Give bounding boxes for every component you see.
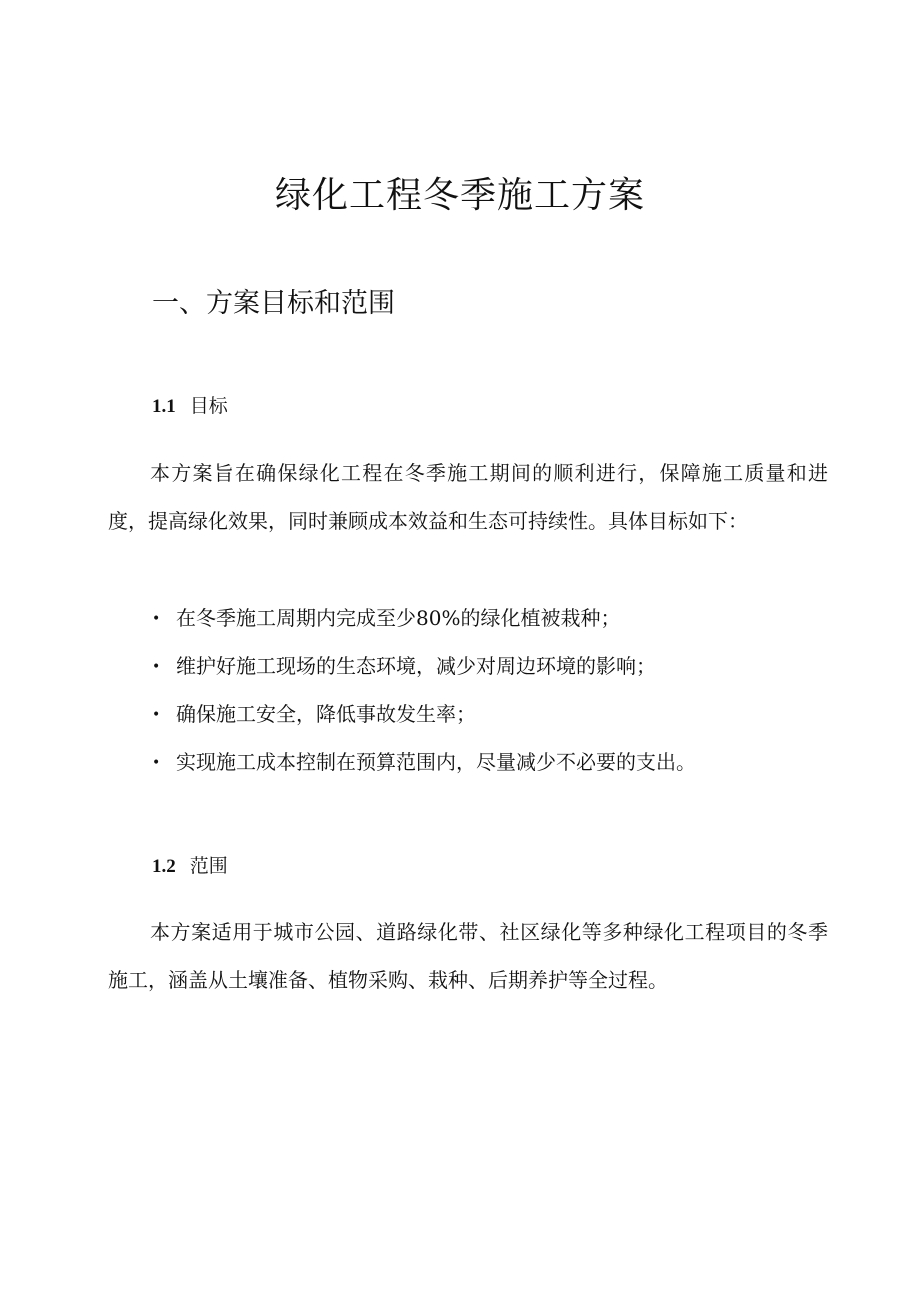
- list-item-text: 实现施工成本控制在预算范围内，尽量减少不必要的支出。: [176, 750, 696, 774]
- list-item-text: 维护好施工现场的生态环境，减少对周边环境的影响；: [176, 654, 656, 678]
- scope-paragraph: 本方案适用于城市公园、道路绿化带、社区绿化等多种绿化工程项目的冬季施工，涵盖从土壤准备、植物采购、栽种、后期养护等全过程。: [108, 920, 828, 992]
- list-item: [152, 690, 832, 738]
- document-title: 绿化工程冬季施工方案: [274, 175, 645, 216]
- bullet-icon: •: [152, 659, 161, 675]
- list-item: [152, 642, 832, 690]
- subsection-number: 1.2: [152, 856, 176, 877]
- list-item: [152, 594, 832, 642]
- subsection-number: 1.1: [152, 396, 176, 417]
- section-heading: 一、方案目标和范围: [152, 288, 395, 319]
- goals-paragraph: 本方案旨在确保绿化工程在冬季施工期间的顺利进行，保障施工质量和进度，提高绿化效果，同时兼顾成本效益和生态可持续性。具体目标如下：: [108, 461, 828, 533]
- bullet-icon: •: [152, 755, 161, 771]
- list-item: [152, 738, 832, 786]
- bullet-icon: •: [152, 707, 161, 723]
- subsection-label: 范围: [189, 855, 228, 877]
- subsection-label: 目标: [189, 395, 228, 417]
- goals-list: [152, 594, 832, 786]
- list-item-text: 确保施工安全，降低事故发生率；: [176, 702, 476, 726]
- subsection-heading-scope: [152, 850, 228, 883]
- list-item-text: 在冬季施工周期内完成至少80%的绿化植被栽种；: [176, 606, 621, 630]
- subsection-heading-goals: [152, 390, 228, 423]
- bullet-icon: •: [152, 611, 161, 627]
